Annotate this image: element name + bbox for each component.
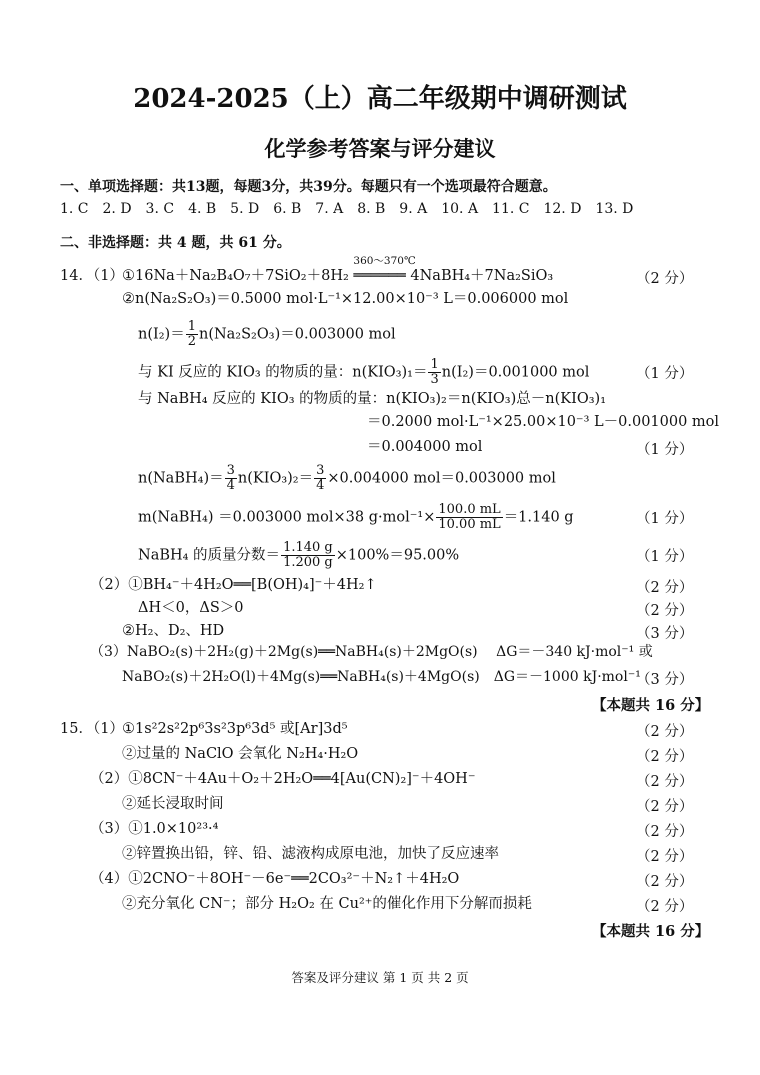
q14-l8-c: ×0.004000 mol＝0.003000 mol — [327, 470, 556, 487]
q15-score8: （2 分） — [636, 899, 694, 915]
q14-part2-score1: （2 分） — [636, 580, 694, 596]
q14-score10: （1 分） — [636, 549, 694, 565]
q14-l4-den: 3 — [430, 372, 439, 387]
q15-line7: （4）①2CNO⁻＋8OH⁻－6e⁻══2CO₃²⁻＋N₂↑＋4H₂O — [90, 871, 460, 887]
q14-part2-score3: （3 分） — [636, 626, 694, 642]
q14-total: 【本题共 16 分】 — [592, 697, 710, 714]
q14-line4 — [138, 358, 589, 387]
q15-line5: （3）①1.0×10²³·⁴ — [90, 821, 219, 837]
q14-l1-rhs: 4NaBH₄＋7Na₂SiO₃ — [410, 268, 554, 284]
q14-part3-score: （3 分） — [636, 672, 694, 688]
q15-score5: （2 分） — [636, 824, 694, 840]
q15-line6: ②锌置换出铅，锌、铅、滤液构成原电池，加快了反应速率 — [122, 846, 499, 862]
q14-line3 — [138, 320, 396, 349]
q14-l8-num1: 3 — [226, 463, 235, 478]
q14-l1-lhs: ①16Na＋Na₂B₄O₇＋7SiO₂＋8H₂ — [122, 268, 349, 284]
q15-score3: （2 分） — [636, 774, 694, 790]
page-footer: 答案及评分建议 第 1 页 共 2 页 — [291, 970, 469, 985]
q15-number: 15．（1） — [60, 721, 124, 737]
q14-l1-temp: 360～370℃ — [353, 255, 416, 267]
q14-l4-num: 1 — [430, 357, 439, 372]
q14-line6: ＝0.2000 mol·L⁻¹×25.00×10⁻³ L－0.001000 mol — [367, 414, 720, 430]
q15-total: 【本题共 16 分】 — [592, 923, 710, 940]
q15-line3: （2）①8CN⁻＋4Au＋O₂＋2H₂O══4[Au(CN)₂]⁻＋4OH⁻ — [90, 771, 476, 787]
q14-l4-b: n(I₂)＝0.001000 mol — [441, 364, 590, 381]
q14-l9-num: 100.0 mL — [438, 502, 501, 517]
q14-line2: ②n(Na₂S₂O₃)＝0.5000 mol·L⁻¹×12.00×10⁻³ L＝0.006000 mol — [122, 291, 569, 307]
q14-score7: （1 分） — [636, 442, 694, 458]
q14-l3-num: 1 — [187, 319, 196, 334]
q15-line8: ②充分氧化 CN⁻；部分 H₂O₂ 在 Cu²⁺的催化作用下分解而损耗 — [122, 896, 532, 912]
page-title: 2024-2025（上）高二年级期中调研测试 — [133, 84, 627, 114]
q14-l4-a: 与 KI 反应的 KIO₃ 的物质的量：n(KIO₃)₁＝ — [138, 364, 428, 381]
q14-l9-a: m(NaBH₄) ＝0.003000 mol×38 g·mol⁻¹× — [138, 509, 436, 526]
q14-l9-b: ＝1.140 g — [503, 509, 574, 526]
section1-answers: 1. C 2. D 3. C 4. B 5. D 6. B 7. A 8. B 9. A 10. A 11. C 12. D 13. D — [60, 201, 634, 217]
q14-line10 — [138, 541, 459, 570]
q14-part2-line3: ②H₂、D₂、HD — [122, 623, 225, 639]
q14-l9-den: 10.00 mL — [438, 517, 501, 532]
q15-score7: （2 分） — [636, 874, 694, 890]
q14-l3-fraction — [186, 320, 198, 349]
q15-score1: （2 分） — [636, 724, 694, 740]
q14-line9 — [138, 503, 574, 532]
q14-l8-fraction2 — [314, 464, 326, 493]
q14-line7: ＝0.004000 mol — [367, 439, 483, 455]
q14-l8-num2: 3 — [316, 463, 325, 478]
q14-score1: （2 分） — [636, 271, 694, 287]
q14-l1-arrow: ══════ — [353, 268, 406, 284]
q14-l9-fraction — [436, 503, 502, 532]
section2-heading: 二、非选择题：共 4 题，共 61 分。 — [60, 235, 291, 251]
q14-line5: 与 NaBH₄ 反应的 KIO₃ 的物质的量：n(KIO₃)₂＝n(KIO₃)总－n(KIO₃)₁ — [138, 391, 607, 407]
q14-l8-b: n(KIO₃)₂＝ — [237, 470, 314, 487]
section1-heading: 一、单项选择题：共13题，每题3分，共39分。每题只有一个选项最符合题意。 — [60, 179, 557, 195]
q14-l3-den: 2 — [187, 334, 196, 349]
q15-score4: （2 分） — [636, 799, 694, 815]
q14-line1 — [122, 255, 554, 285]
q14-part3-line2: NaBO₂(s)＋2H₂O(l)＋4Mg(s)══NaBH₄(s)＋4MgO(s) ΔG＝－1000 kJ·mol⁻¹ — [122, 669, 641, 685]
q14-l8-fraction1 — [225, 464, 237, 493]
q14-line8 — [138, 464, 556, 493]
q14-l3-a: n(I₂)＝ — [138, 326, 185, 343]
q14-l10-fraction — [281, 541, 335, 570]
q14-l4-fraction — [428, 358, 440, 387]
q14-l1-condition — [353, 255, 416, 285]
q14-l8-den2: 4 — [316, 478, 325, 493]
page-subtitle: 化学参考答案与评分建议 — [264, 136, 496, 161]
q14-part3-line1: （3）NaBO₂(s)＋2H₂(g)＋2Mg(s)══NaBH₄(s)＋2MgO(s) ΔG＝－340 kJ·mol⁻¹ 或 — [90, 644, 653, 660]
q14-part2-line1: （2）①BH₄⁻＋4H₂O══[B(OH)₄]⁻＋4H₂↑ — [90, 577, 377, 593]
q14-l8-a: n(NaBH₄)＝ — [138, 470, 224, 487]
q14-part2-score2: （2 分） — [636, 603, 694, 619]
q14-score4: （1 分） — [636, 366, 694, 382]
q14-l8-den1: 4 — [226, 478, 235, 493]
q14-l3-b: n(Na₂S₂O₃)＝0.003000 mol — [198, 326, 396, 343]
q15-score2: （2 分） — [636, 749, 694, 765]
q15-line2: ②过量的 NaClO 会氧化 N₂H₄·H₂O — [122, 746, 359, 762]
q14-score9: （1 分） — [636, 511, 694, 527]
q14-number: 14．（1） — [60, 268, 124, 284]
q14-l10-a: NaBH₄ 的质量分数＝ — [138, 547, 281, 564]
q15-line4: ②延长浸取时间 — [122, 796, 224, 812]
q15-score6: （2 分） — [636, 849, 694, 865]
q14-l10-b: ×100%＝95.00% — [335, 547, 460, 564]
q15-line1: ①1s²2s²2p⁶3s²3p⁶3d⁵ 或[Ar]3d⁵ — [122, 721, 348, 737]
q14-l10-num: 1.140 g — [283, 540, 333, 555]
q14-l10-den: 1.200 g — [283, 555, 333, 570]
q14-part2-line2: ΔH＜0，ΔS＞0 — [138, 600, 244, 616]
